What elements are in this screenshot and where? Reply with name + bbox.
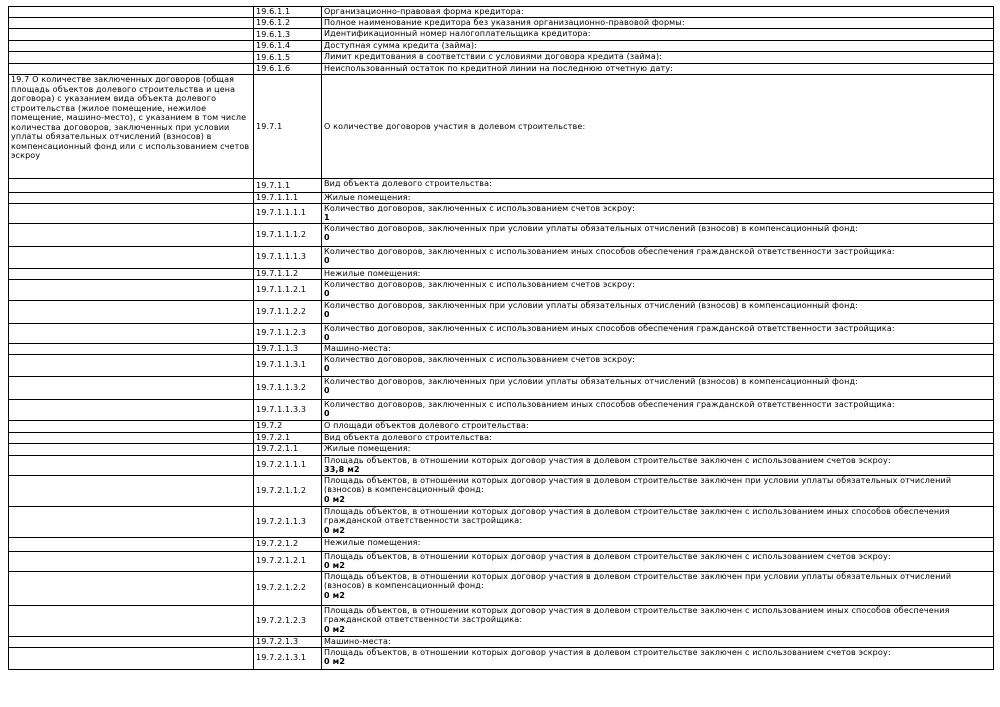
item-value: 0 (324, 256, 330, 265)
item-label: Площадь объектов, в отношении которых договор участия в долевом строительстве заключен с использованием счетов эскроу: (324, 551, 891, 561)
item-number: 19.7.1.1.3.2 (254, 376, 322, 399)
table-row (9, 41, 994, 52)
empty-cell (9, 279, 254, 300)
item-number: 19.7.1.1.1.1 (254, 203, 322, 223)
item-value: 0 м2 (324, 657, 346, 666)
item-cell (322, 443, 994, 455)
item-cell (322, 420, 994, 432)
item-number: 19.7.1.1.1 (254, 193, 322, 204)
item-number: 19.7.2.1 (254, 432, 322, 443)
empty-cell (9, 179, 254, 193)
item-cell (322, 551, 994, 571)
item-value: 0 (324, 333, 330, 342)
item-cell (322, 268, 994, 279)
table-row (9, 52, 994, 64)
empty-cell (9, 41, 254, 52)
table-row (9, 571, 994, 605)
item-cell (322, 636, 994, 647)
item-cell (322, 193, 994, 204)
empty-cell (9, 399, 254, 420)
item-cell (322, 300, 994, 323)
item-cell (322, 647, 994, 669)
item-cell (322, 571, 994, 605)
item-value: 0 (324, 310, 330, 319)
table-row (9, 300, 994, 323)
item-number: 19.7.1.1.1.3 (254, 246, 322, 268)
table-row (9, 193, 994, 204)
table-row (9, 18, 994, 29)
empty-cell (9, 551, 254, 571)
item-value: 0 (324, 386, 330, 395)
item-value: 0 м2 (324, 624, 346, 634)
table-row (9, 376, 994, 399)
empty-cell (9, 7, 254, 18)
item-cell (322, 18, 994, 29)
table-row (9, 605, 994, 636)
item-label: Нежилые помещения: (324, 537, 421, 547)
empty-cell (9, 29, 254, 41)
empty-cell (9, 420, 254, 432)
table-row (9, 432, 994, 443)
item-cell (322, 399, 994, 420)
item-label: Количество договоров, заключенных при условии уплаты обязательных отчислений (взносов) в компенсационный фонд: (324, 300, 858, 310)
item-cell (322, 179, 994, 193)
item-cell (322, 75, 994, 179)
empty-cell (9, 605, 254, 636)
item-label: Количество договоров, заключенных при условии уплаты обязательных отчислений (взносов) в компенсационный фонд: (324, 223, 858, 233)
item-cell (322, 279, 994, 300)
empty-cell (9, 455, 254, 475)
empty-cell (9, 300, 254, 323)
item-label: Идентификационный номер налогоплательщика кредитора: (324, 29, 591, 38)
table-row (9, 179, 994, 193)
item-number: 19.7.2.1.3 (254, 636, 322, 647)
table-row (9, 246, 994, 268)
item-value: 0 (324, 409, 330, 418)
table-row (9, 636, 994, 647)
item-number: 19.6.1.2 (254, 18, 322, 29)
item-cell (322, 475, 994, 506)
item-value: 0 (324, 233, 330, 242)
item-value: 33,8 м2 (324, 465, 360, 474)
table-row (9, 75, 994, 179)
item-label: Лимит кредитования в соответствии с условиями договора кредита (займа): (324, 52, 663, 61)
table-row (9, 223, 994, 246)
item-cell (322, 64, 994, 75)
item-value: 0 (324, 289, 330, 298)
item-number: 19.7.2.1.2.3 (254, 605, 322, 636)
empty-cell (9, 18, 254, 29)
item-label: Машино-места: (324, 636, 391, 646)
item-label: Количество договоров, заключенных с использованием счетов эскроу: (324, 203, 636, 213)
item-cell (322, 537, 994, 551)
item-label: Количество договоров, заключенных при условии уплаты обязательных отчислений (взносов) в компенсационный фонд: (324, 376, 858, 386)
item-label: Организационно-правовая форма кредитора: (324, 7, 524, 16)
empty-cell (9, 52, 254, 64)
item-number: 19.7.2.1.2.2 (254, 571, 322, 605)
disclosure-table-body (9, 7, 994, 670)
item-number: 19.6.1.6 (254, 64, 322, 75)
table-row (9, 203, 994, 223)
empty-cell (9, 268, 254, 279)
item-label: Вид объекта долевого строительства: (324, 432, 493, 442)
item-label: Количество договоров, заключенных с использованием счетов эскроу: (324, 354, 636, 364)
table-row (9, 64, 994, 75)
item-number: 19.7.1.1.2.3 (254, 323, 322, 343)
item-label: Полное наименование кредитора без указания организационно-правовой формы: (324, 18, 685, 27)
item-label: Количество договоров, заключенных с использованием иных способов обеспечения гражданской ответственности застройщика: (324, 246, 895, 256)
item-number: 19.6.1.5 (254, 52, 322, 64)
item-label: Доступная сумма кредита (займа): (324, 41, 478, 50)
item-cell (322, 455, 994, 475)
item-value: 0 м2 (324, 494, 346, 504)
table-row (9, 268, 994, 279)
item-number: 19.6.1.3 (254, 29, 322, 41)
item-number: 19.7.2.1.2 (254, 537, 322, 551)
table-row (9, 443, 994, 455)
item-cell (322, 343, 994, 354)
item-label: Жилые помещения: (324, 443, 411, 453)
table-row (9, 7, 994, 18)
table-row (9, 399, 994, 420)
item-number: 19.7.1.1.2.1 (254, 279, 322, 300)
item-label: О площади объектов долевого строительства: (324, 420, 529, 430)
item-label: Машино-места: (324, 343, 391, 353)
item-label: Вид объекта долевого строительства: (324, 179, 493, 188)
empty-cell (9, 537, 254, 551)
item-number: 19.7.1.1.3.3 (254, 399, 322, 420)
table-row (9, 455, 994, 475)
item-label: Площадь объектов, в отношении которых договор участия в долевом строительстве заключен с использованием иных способов обеспечения гражданской ответственности застройщика: (324, 605, 950, 624)
item-number: 19.6.1.1 (254, 7, 322, 18)
item-number: 19.7.2.1.1.1 (254, 455, 322, 475)
item-label: О количестве договоров участия в долевом строительстве: (324, 121, 586, 131)
item-cell (322, 246, 994, 268)
item-number: 19.7.2.1.1.2 (254, 475, 322, 506)
item-number: 19.7.1.1 (254, 179, 322, 193)
table-row (9, 647, 994, 669)
item-cell (322, 354, 994, 376)
item-value: 0 м2 (324, 590, 346, 600)
item-cell (322, 52, 994, 64)
empty-cell (9, 246, 254, 268)
empty-cell (9, 506, 254, 537)
item-number: 19.7.2.1.2.1 (254, 551, 322, 571)
table-row (9, 537, 994, 551)
disclosure-table (8, 6, 994, 670)
item-label: Количество договоров, заключенных с использованием иных способов обеспечения гражданской ответственности застройщика: (324, 399, 895, 409)
table-row (9, 475, 994, 506)
table-row (9, 420, 994, 432)
empty-cell (9, 223, 254, 246)
item-cell (322, 376, 994, 399)
item-value: 0 м2 (324, 525, 346, 535)
empty-cell (9, 354, 254, 376)
empty-cell (9, 571, 254, 605)
item-label: Жилые помещения: (324, 193, 411, 202)
item-label: Площадь объектов, в отношении которых договор участия в долевом строительстве заключен при условии уплаты обязательных отчислений (взносов) в компенсационный фонд: (324, 571, 952, 590)
item-cell (322, 203, 994, 223)
item-number: 19.7.2.1.1 (254, 443, 322, 455)
section-heading-19-7: 19.7 О количестве заключенных договоров (общая площадь объектов долевого строительства и цена договора) с указанием вида объекта долевого строительства (жилое помещение, нежилое помещение, машино-место), с указанием в том числе количества договоров, заключенных при условии уплаты обязательных отчислений (взносов) в компенсационный фонд или с использованием счетов эскроу (9, 75, 254, 179)
item-cell (322, 7, 994, 18)
item-value: 0 м2 (324, 561, 346, 570)
empty-cell (9, 193, 254, 204)
empty-cell (9, 647, 254, 669)
table-row (9, 343, 994, 354)
item-cell (322, 605, 994, 636)
table-row (9, 506, 994, 537)
item-number: 19.7.2.1.1.3 (254, 506, 322, 537)
table-row (9, 551, 994, 571)
item-label: Площадь объектов, в отношении которых договор участия в долевом строительстве заключен с использованием счетов эскроу: (324, 455, 891, 465)
empty-cell (9, 203, 254, 223)
item-value: 0 (324, 364, 330, 373)
table-row (9, 29, 994, 41)
item-label: Количество договоров, заключенных с использованием счетов эскроу: (324, 279, 636, 289)
item-label: Площадь объектов, в отношении которых договор участия в долевом строительстве заключен с использованием счетов эскроу: (324, 647, 891, 657)
table-row (9, 323, 994, 343)
empty-cell (9, 432, 254, 443)
table-row (9, 354, 994, 376)
item-number: 19.7.1.1.1.2 (254, 223, 322, 246)
empty-cell (9, 343, 254, 354)
empty-cell (9, 636, 254, 647)
item-cell (322, 432, 994, 443)
item-cell (322, 323, 994, 343)
item-label: Количество договоров, заключенных с использованием иных способов обеспечения гражданской ответственности застройщика: (324, 323, 895, 333)
item-cell (322, 506, 994, 537)
empty-cell (9, 64, 254, 75)
item-number: 19.7.1 (254, 75, 322, 179)
empty-cell (9, 323, 254, 343)
item-cell (322, 223, 994, 246)
item-number: 19.7.1.1.3.1 (254, 354, 322, 376)
item-cell (322, 41, 994, 52)
item-number: 19.7.2 (254, 420, 322, 432)
item-cell (322, 29, 994, 41)
item-label: Нежилые помещения: (324, 268, 421, 278)
item-number: 19.7.2.1.3.1 (254, 647, 322, 669)
empty-cell (9, 475, 254, 506)
table-row (9, 279, 994, 300)
item-number: 19.6.1.4 (254, 41, 322, 52)
empty-cell (9, 443, 254, 455)
item-label: Площадь объектов, в отношении которых договор участия в долевом строительстве заключен при условии уплаты обязательных отчислений (взносов) в компенсационный фонд: (324, 475, 952, 494)
item-value: 1 (324, 213, 330, 222)
item-label: Площадь объектов, в отношении которых договор участия в долевом строительстве заключен с использованием иных способов обеспечения гражданской ответственности застройщика: (324, 506, 950, 525)
item-number: 19.7.1.1.3 (254, 343, 322, 354)
item-number: 19.7.1.1.2.2 (254, 300, 322, 323)
item-label: Неиспользованный остаток по кредитной линии на последнюю отчетную дату: (324, 64, 674, 73)
empty-cell (9, 376, 254, 399)
item-number: 19.7.1.1.2 (254, 268, 322, 279)
